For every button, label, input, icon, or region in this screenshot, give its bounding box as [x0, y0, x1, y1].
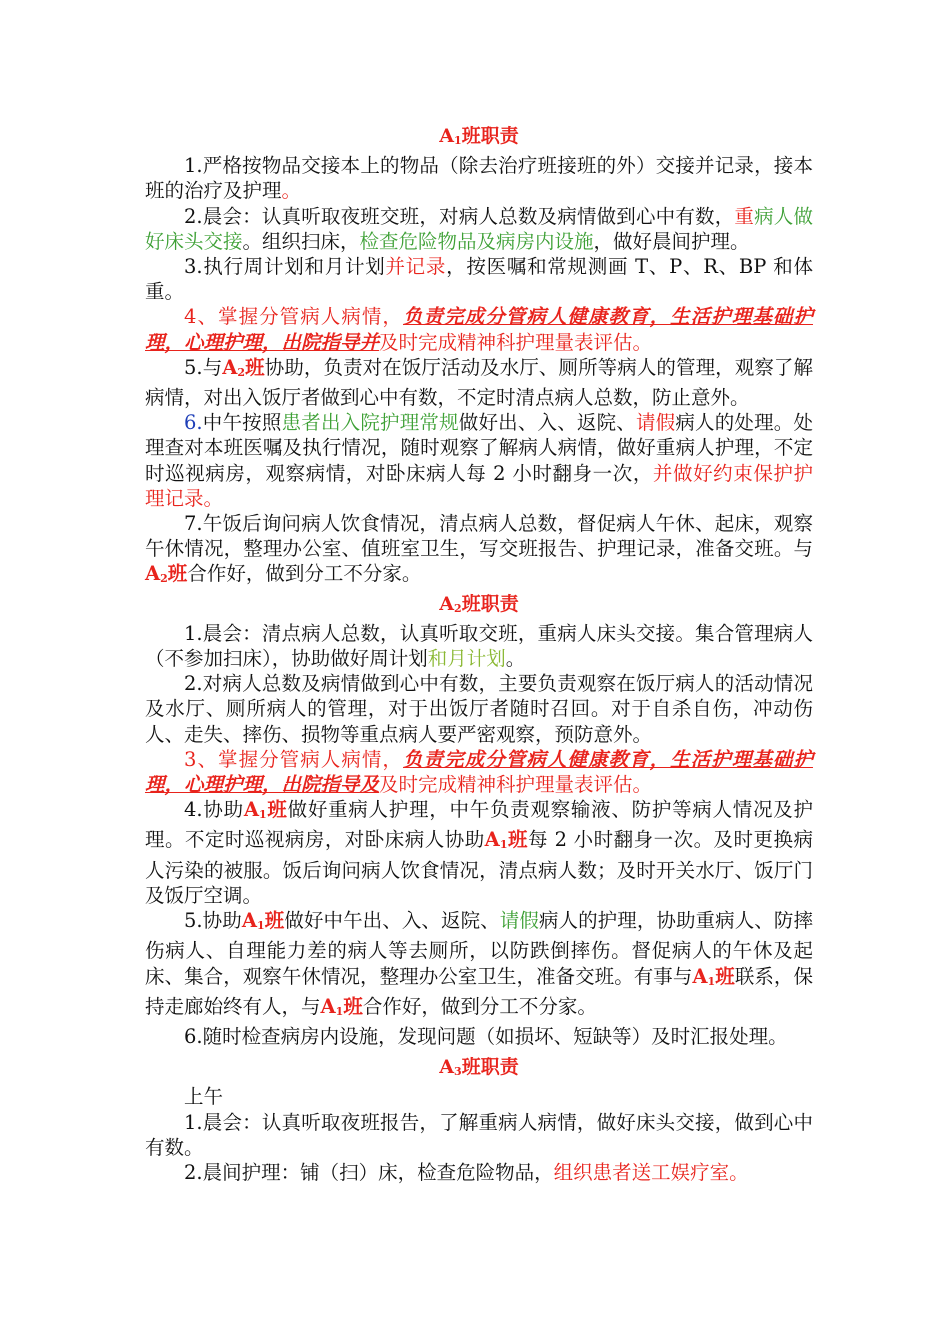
a1-item-4: 4、掌握分管病人病情，负责完成分管病人健康教育，生活护理基础护理，心理护理，出院指导并及时完成精神科护理量表评估。: [145, 305, 813, 354]
a3-item-2: 2.晨间护理：铺（扫）床，检查危险物品，组织患者送工娱疗室。: [184, 1160, 749, 1184]
a1-item-5: 5.与A2班协助，负责对在饭厅活动及水厅、厕所等病人的管理，观察了解病情，对出入饭厅者做到心中有数，不定时清点病人总数，防止意外。: [145, 355, 813, 410]
a2-title: A2班职责: [439, 592, 519, 615]
a2-item-3: 3、掌握分管病人病情，负责完成分管病人健康教育，生活护理基础护理，心理护理，出院指导及及时完成精神科护理量表评估。: [145, 747, 813, 797]
a1-item-7: 7.午饭后询问病人饮食情况，清点病人总数，督促病人午休、起床，观察午休情况，整理办公室、值班室卫生，写交班报告、护理记录，准备交班。与A2班合作好，做到分工不分家。: [145, 512, 813, 586]
a1-title: A1班职责: [439, 125, 519, 147]
document-page: [145, 120, 813, 1185]
a2-item-5: 5.协助A1班做好中午出、入、返院、请假病人的护理，协助重病人、防摔伤病人、自理能力差的病人等去厕所，以防跌倒摔伤。督促病人的午休及起床、集合，观察午休情况，整理办公室卫生，准备交班。有事与A1班联系，保持走廊始终有人，与A1班合作好，做到分工不分家。: [145, 909, 813, 1018]
a1-item-3: 3.执行周计划和月计划并记录，按医嘱和常规测画 T、P、R、BP 和体重。: [145, 255, 813, 304]
a1-item-6: 6.中午按照患者出入院护理常规做好出、入、返院、请假病人的处理。处理查对本班医嘱及执行情况，随时观察了解病人病情，做好重病人护理，不定时巡视病房，观察病情，对卧床病人每 2 小时翻身一次，并做好约束保护护理记录。: [145, 411, 813, 510]
a2-item-6: 6.随时检查病房内设施，发现问题（如损坏、短缺等）及时汇报处理。: [184, 1024, 788, 1048]
a1-item-1: 1.严格按物品交接本上的物品（除去治疗班接班的外）交接并记录，接本班的治疗及护理。: [145, 154, 813, 203]
a2-item-2: 2.对病人总数及病情做到心中有数，主要负责观察在饭厅病人的活动情况及水厅、厕所病人的管理，对于出饭厅者随时召回。对于自杀自伤，冲动伤人、走失、摔伤、损物等重点病人要严密观察，预防意外。: [145, 672, 813, 746]
a3-subheading: 上午: [184, 1085, 224, 1109]
a3-item-1: 1.晨会：认真听取夜班报告，了解重病人病情，做好床头交接，做到心中有数。: [145, 1110, 813, 1159]
a1-item-2: 2.晨会：认真听取夜班交班，对病人总数及病情做到心中有数，重病人做好床头交接。组织扫床，检查危险物品及病房内设施，做好晨间护理。: [145, 204, 813, 253]
a2-item-1: 1.晨会：清点病人总数，认真听取交班，重病人床头交接。集合管理病人（不参加扫床），协助做好周计划和月计划。: [145, 621, 813, 671]
a2-item-4: 4.协助A1班做好重病人护理，中午负责观察输液、防护等病人情况及护理。不定时巡视病房，对卧床病人协助A1班每 2 小时翻身一次。及时更换病人污染的被服。饭后询问病人饮食情况，清点病人数；及时开关水厅、饭厅门及饭厅空调。: [145, 798, 813, 907]
a3-title: A3班职责: [439, 1056, 519, 1079]
